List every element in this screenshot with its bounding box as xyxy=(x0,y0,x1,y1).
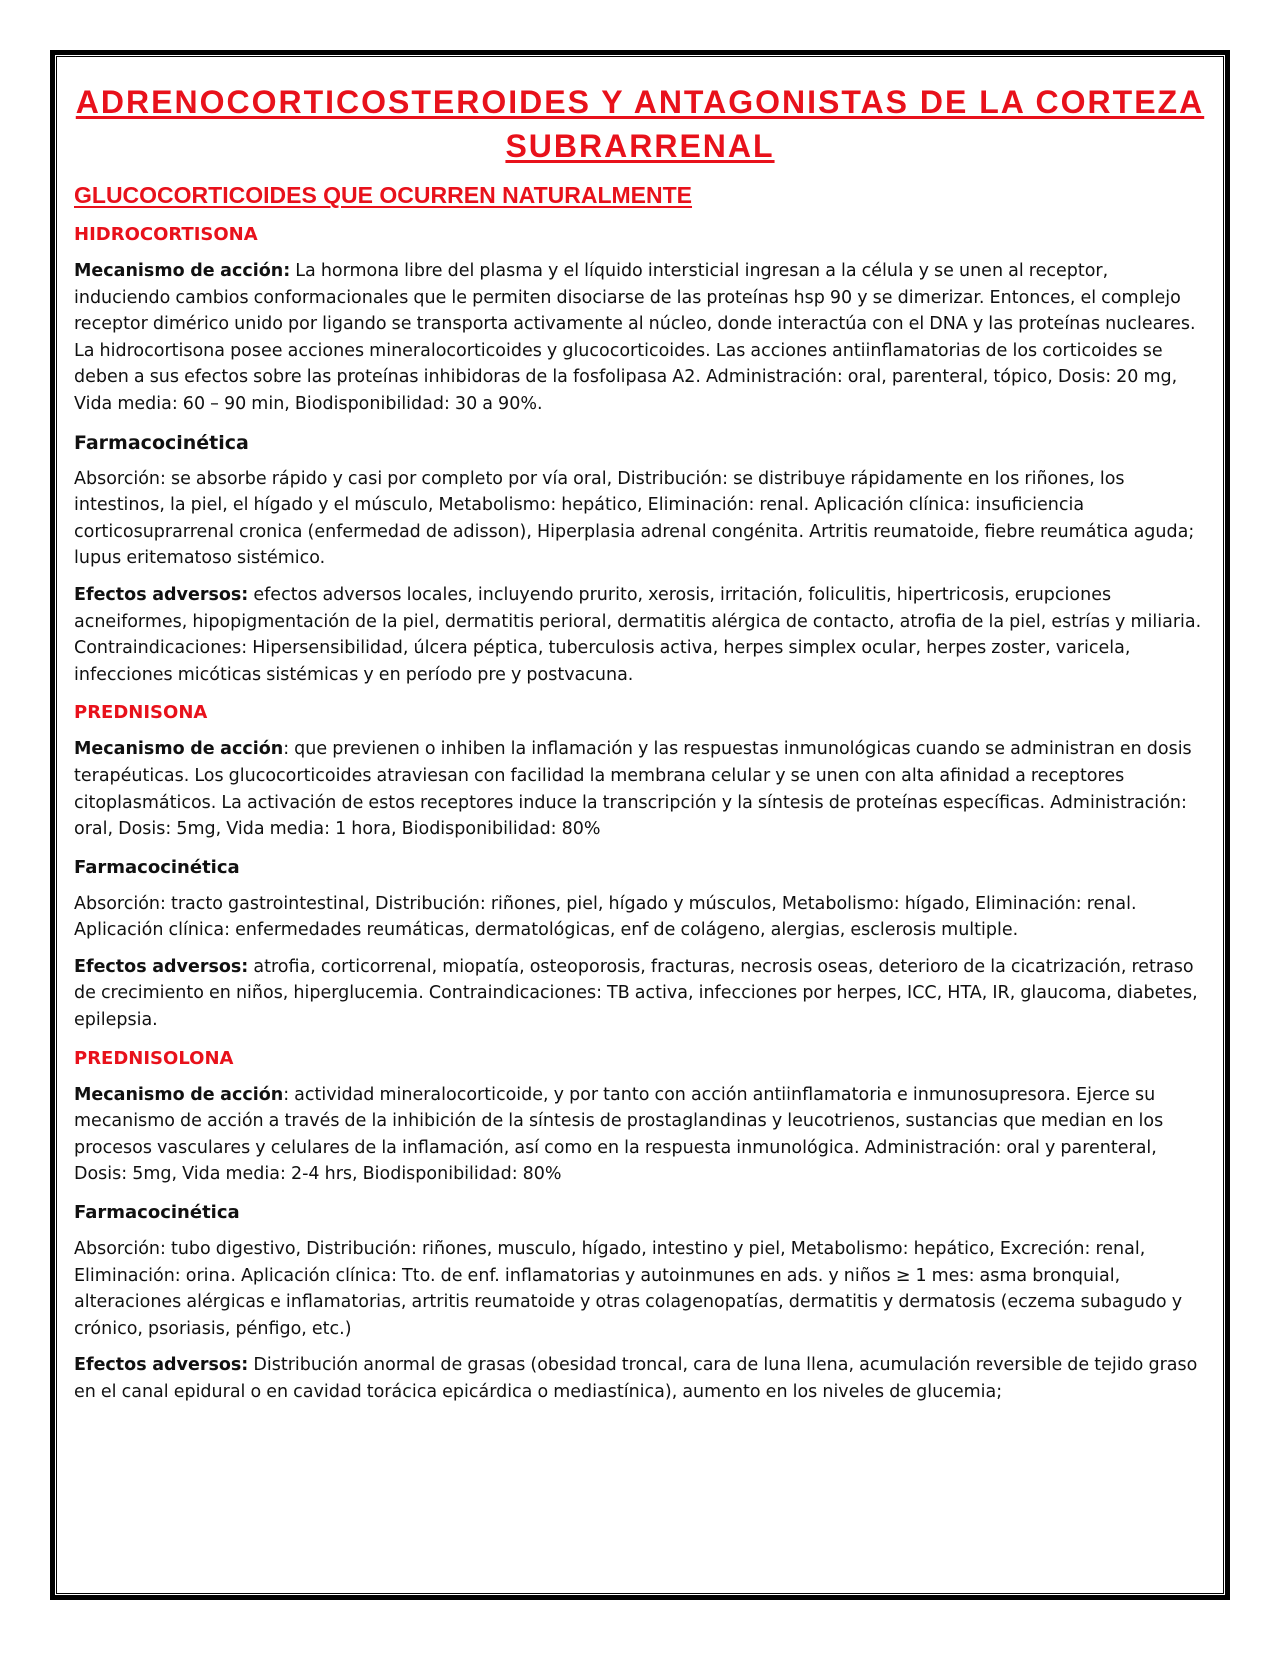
section-title: GLUCOCORTICOIDES QUE OCURREN NATURALMENTE xyxy=(74,182,693,208)
drug-title: HIDROCORTISONA xyxy=(74,224,258,245)
adverse-effects-text: atrofia, corticorrenal, miopatía, osteoporosis, fracturas, necrosis oseas, deterioro de la cicatrización, retraso de crecimiento en niños, hiperglucemia. Contraindicaciones: TB activa, infecciones por herpes, ICC, HTA, IR, glaucoma, diabetes, epilepsia. xyxy=(74,956,1198,1031)
adverse-effects-label: Efectos adversos: xyxy=(74,956,249,977)
adverse-effects-text: efectos adversos locales, incluyendo prurito, xerosis, irritación, foliculitis, hipertricosis, erupciones acneiformes, hipopigmentación de la piel, dermatitis perioral, dermatitis alérgica de contacto, atrofia de la piel, estrías y miliaria. Contraindicaciones: Hipersensibilidad, úlcera péptica, tuberculosis activa, herpes simplex ocular, herpes zoster, varicela, infecciones micóticas sistémicas y en período pre y postvacuna. xyxy=(74,584,1202,685)
pharmacokinetics-heading: Farmacocinética xyxy=(74,431,249,454)
mechanism-label: Mecanismo de acción xyxy=(74,739,284,760)
drug-section-hidrocortisona xyxy=(74,222,1206,688)
adverse-effects-label: Efectos adversos: xyxy=(74,1355,249,1376)
pharmacokinetics-heading: Farmacocinética xyxy=(74,1202,240,1224)
document-title: ADRENOCORTICOSTEROIDES Y ANTAGONISTAS DE LA CORTEZA SUBRARRENAL xyxy=(75,84,1205,164)
drug-title: PREDNISOLONA xyxy=(74,1047,234,1069)
adverse-effects-paragraph xyxy=(74,954,1206,1034)
mechanism-label: Mecanismo de acción: xyxy=(74,261,291,281)
adverse-effects-paragraph xyxy=(74,1352,1206,1405)
document-body xyxy=(74,80,1206,1406)
adverse-effects-label: Efectos adversos: xyxy=(74,584,249,605)
adverse-effects-text: Distribución anormal de grasas (obesidad troncal, cara de luna llena, acumulación reversible de tejido graso en el canal epidural o en cavidad torácica epicárdica o mediastínica), aumento en los niveles de glucemia; xyxy=(74,1355,1198,1402)
pharmacokinetics-text: Absorción: tubo digestivo, Distribución: riñones, musculo, hígado, intestino y piel, Metabolismo: hepático, Excreción: renal, Eliminación: orina. Aplicación clínica: Tto. de enf. inflamatorias y autoinmunes en ads. y niños ≥ 1 mes: asma bronquial, alteraciones alérgicas e inflamatorias, artritis reumatoide y otras colagenopatías, dermatitis y dermatosis (eczema subagudo y crónico, psoriasis, pénfigo, etc.) xyxy=(74,1239,1183,1339)
mechanism-text: La hormona libre del plasma y el líquido intersticial ingresan a la célula y se unen al receptor, induciendo cambios conformacionales que le permiten disociarse de las proteínas hsp 90 y se dimerizar. Entonces, el complejo receptor dimérico unido por ligando se transporta activamente al núcleo, donde interactúa con el DNA y las proteínas nucleares. La hidrocortisona posee acciones mineralocorticoides y glucocorticoides. Las acciones antiinflamatorias de los corticoides se deben a sus efectos sobre las proteínas inhibidoras de la fosfolipasa A2. Administración: oral, parenteral, tópico, Dosis: 20 mg, Vida media: 60 – 90 min, Biodisponibilidad: 30 a 90%. xyxy=(74,261,1196,414)
mechanism-text: : que previenen o inhiben la inflamación y las respuestas inmunológicas cuando se administran en dosis terapéuticas. Los glucocorticoides atraviesan con facilidad la membrana celular y se unen con alta afinidad a receptores citoplasmáticos. La activación de estos receptores induce la transcripción y la síntesis de proteínas específicas. Administración: oral, Dosis: 5mg, Vida media: 1 hora, Biodisponibilidad: 80% xyxy=(74,739,1192,840)
adverse-effects-paragraph xyxy=(74,582,1206,688)
drug-section-prednisolona xyxy=(74,1046,1206,1406)
pharmacokinetics-text: Absorción: tracto gastrointestinal, Distribución: riñones, piel, hígado y músculos, Metabolismo: hígado, Eliminación: renal. Aplicación clínica: enfermedades reumáticas, dermatológicas, enf de colágeno, alergias, esclerosis multiple. xyxy=(74,893,1137,941)
mechanism-paragraph xyxy=(74,1082,1206,1188)
mechanism-paragraph xyxy=(74,258,1206,418)
pharmacokinetics-text: Absorción: se absorbe rápido y casi por completo por vía oral, Distribución: se distribuye rápidamente en los riñones, los intestinos, la piel, el hígado y el músculo, Metabolismo: hepático, Eliminación: renal. Aplicación clínica: insuficiencia corticosuprarrenal cronica (enfermedad de adisson), Hiperplasia adrenal congénita. Artritis reumatoide, fiebre reumática aguda; lupus eritematoso sistémico. xyxy=(74,468,1195,569)
mechanism-text: : actividad mineralocorticoide, y por tanto con acción antiinflamatoria e inmunosupresora. Ejerce su mecanismo de acción a través de la inhibición de la síntesis de prostaglandinas y leucotrienos, sustancias que median en los procesos vasculares y celulares de la inflamación, así como en la respuesta inmunológica. Administración: oral y parenteral, Dosis: 5mg, Vida media: 2-4 hrs, Biodisponibilidad: 80% xyxy=(74,1084,1164,1185)
mechanism-label: Mecanismo de acción xyxy=(74,1084,284,1105)
drug-title: PREDNISONA xyxy=(74,702,208,724)
pharmacokinetics-heading: Farmacocinética xyxy=(74,856,240,878)
drug-section-prednisona xyxy=(74,700,1206,1033)
mechanism-paragraph xyxy=(74,736,1206,842)
